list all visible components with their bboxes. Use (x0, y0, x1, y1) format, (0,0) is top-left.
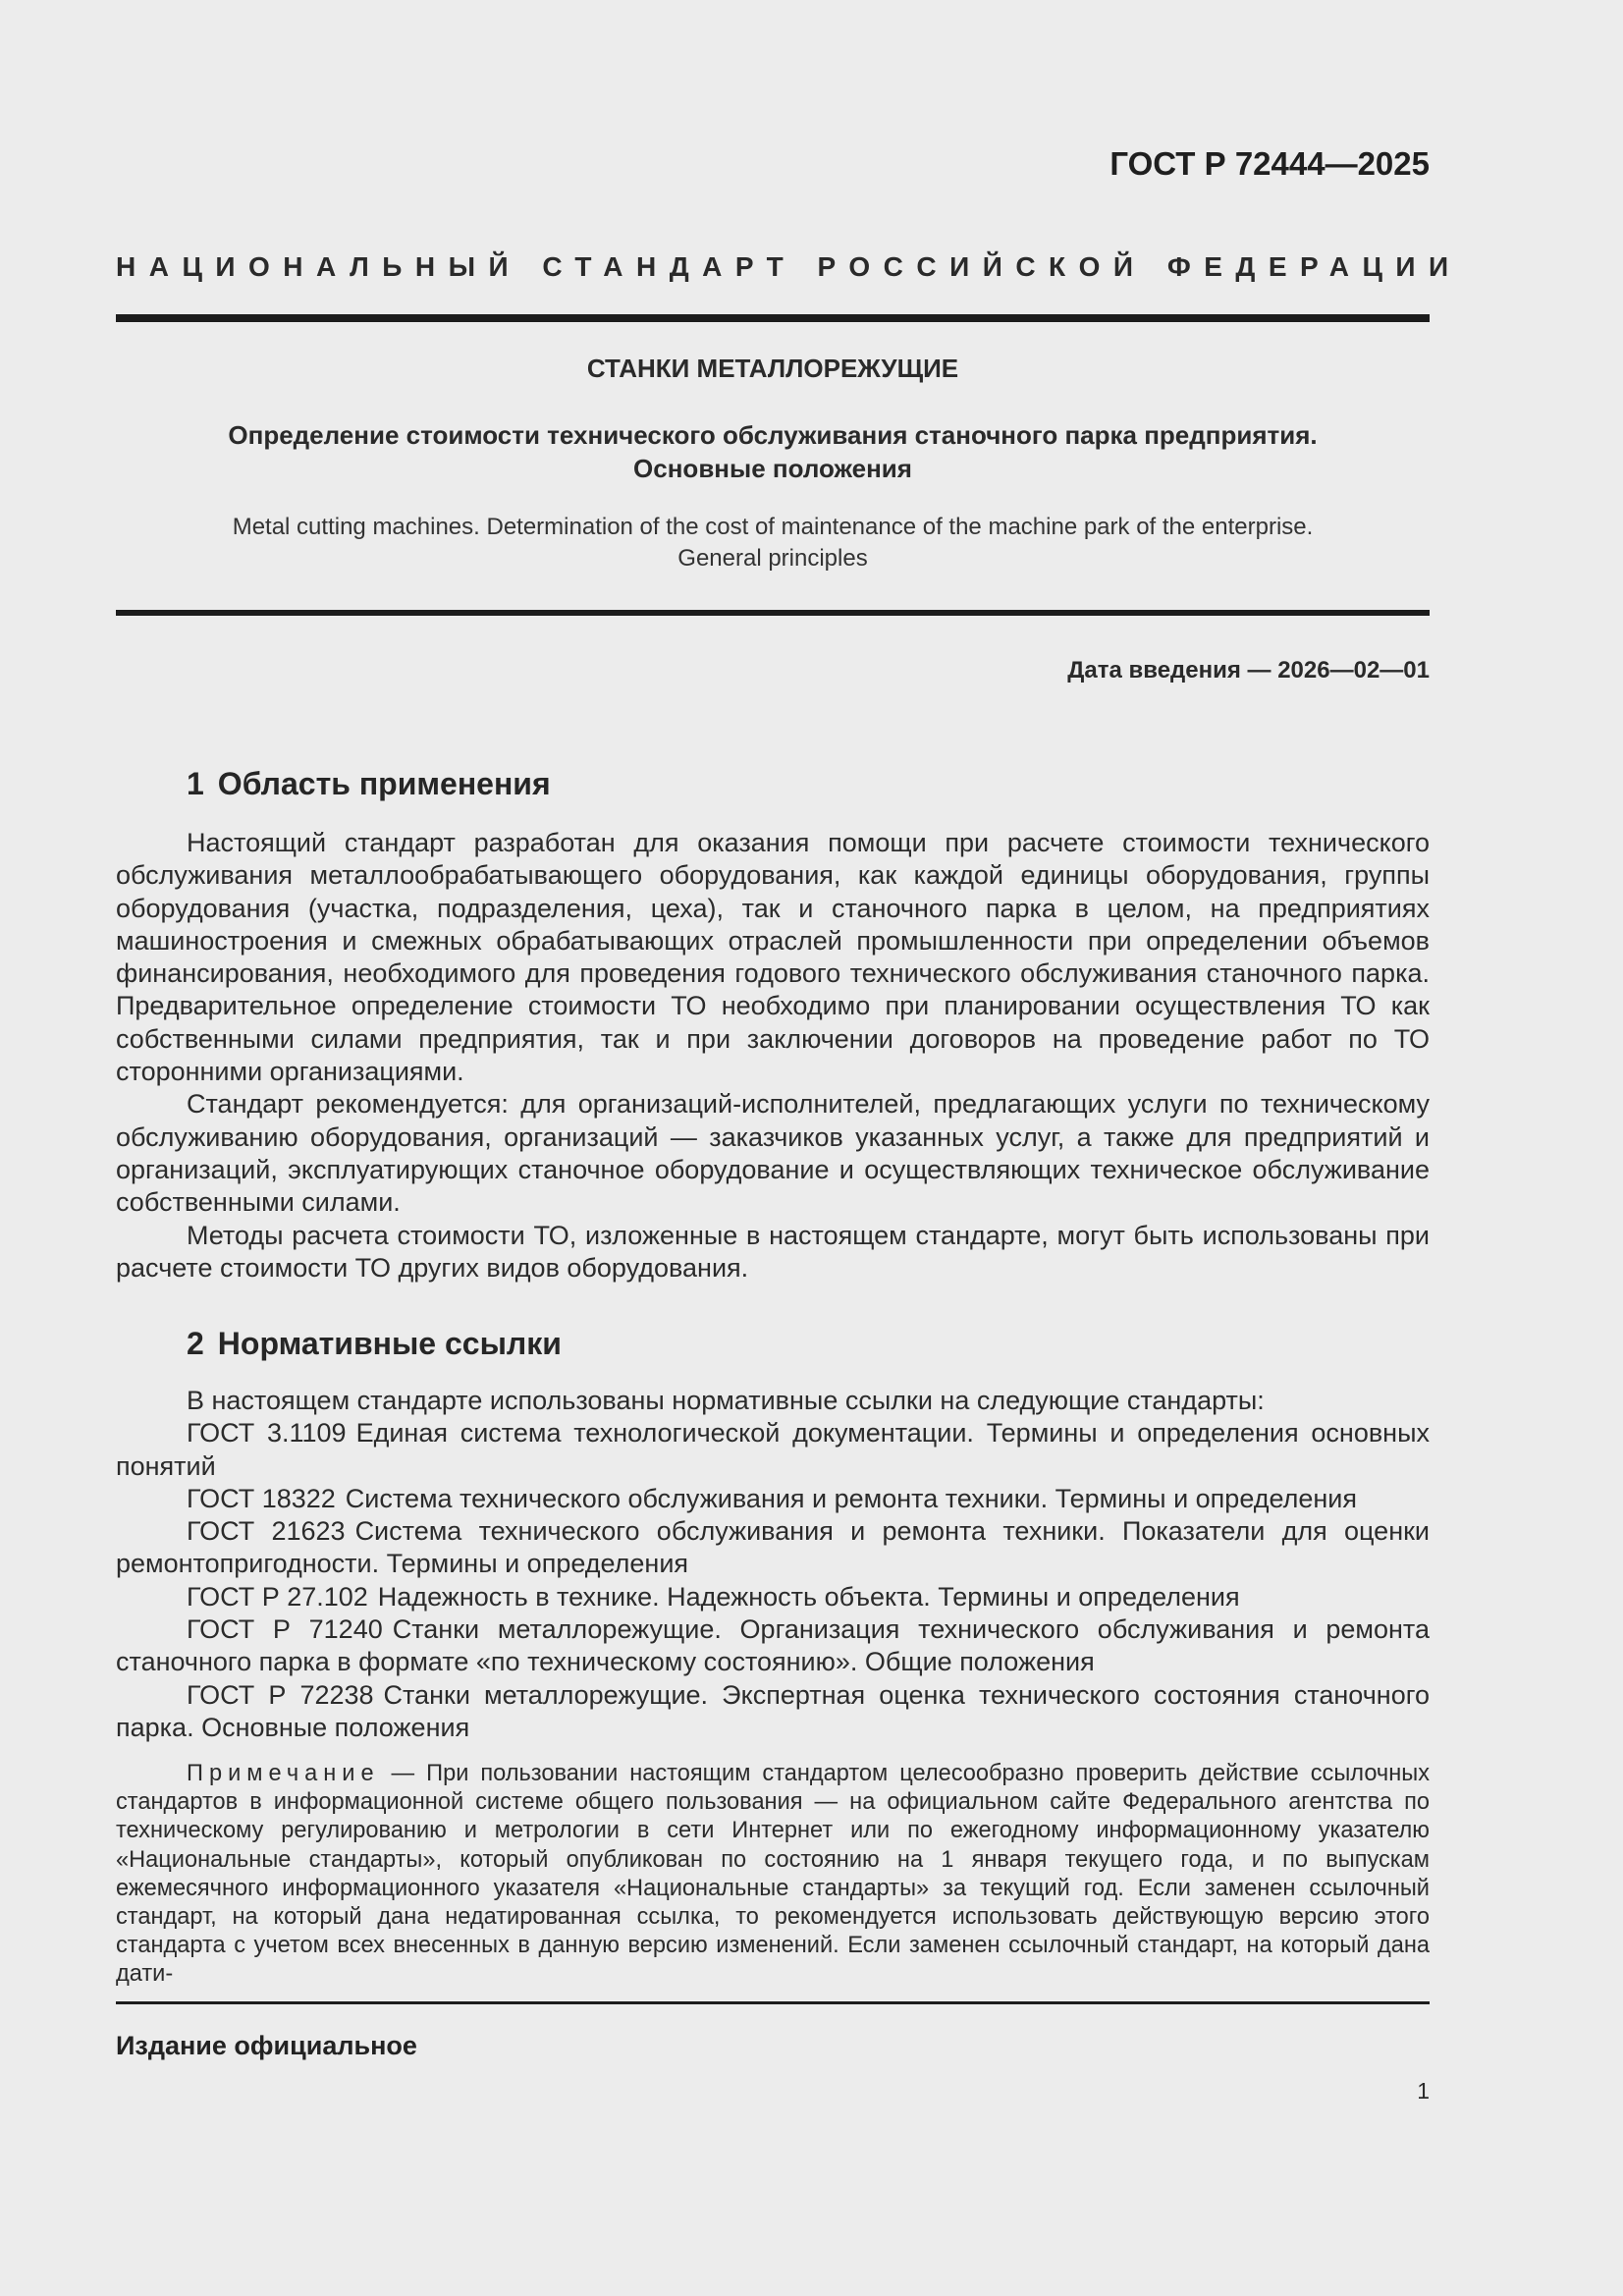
subtitle-line-2: Основные положения (633, 454, 912, 483)
document-title: СТАНКИ МЕТАЛЛОРЕЖУЩИЕ (586, 354, 959, 383)
section-2-number: 2 (187, 1326, 204, 1361)
document-code: ГОСТ Р 72444—2025 (1109, 145, 1430, 182)
reference-code: ГОСТ Р 27.102 (187, 1581, 368, 1612)
section-2-heading (187, 1326, 562, 1362)
note-label: Примечание (187, 1761, 380, 1786)
page-number: 1 (1417, 2078, 1430, 2104)
subtitle-line-1: Определение стоимости технического обслуживания станочного парка предприятия. (228, 420, 1318, 450)
header-divider (116, 314, 1430, 322)
section-1-title: Область применения (217, 766, 551, 801)
section-2-title: Нормативные ссылки (217, 1326, 562, 1361)
official-edition-label: Издание официальное (116, 2031, 417, 2060)
document-page (116, 0, 1462, 2296)
section-1-number: 1 (187, 766, 204, 801)
reference-code: ГОСТ 18322 (187, 1483, 336, 1513)
reference-item (116, 1613, 1430, 1679)
section-1-paragraph: Методы расчета стоимости ТО, изложенные в настоящем стандарте, могут быть использованы при расчете стоимости ТО других видов оборудования. (116, 1220, 1430, 1283)
national-standard-banner: НАЦИОНАЛЬНЫЙ СТАНДАРТ РОССИЙСКОЙ ФЕДЕРАЦИИ (116, 251, 1462, 282)
reference-item (116, 1417, 1430, 1483)
reference-item (116, 1679, 1430, 1745)
reference-title: Станки металлорежущие. Экспертная оценка технического состояния станочного парка. Основные положения (116, 1679, 1430, 1742)
note-text: — При пользовании настоящим стандартом целесообразно проверить действие ссылочных стандартов в информационной системе общего пользования — на официальном сайте Федерального агентства по техническому регулированию и метрологии в сети Интернет или по ежегодному информационному указателю «Национальные стандарты», который опубликован по состоянию на 1 января текущего года, и по выпускам ежемесячного информационного указателя «Национальные стандарты» за текущий год. Если заменен ссылочный стандарт, на который дана недатированная ссылка, то рекомендуется использовать действующую версию этого стандарта с учетом всех внесенных в данную версию изменений. Если заменен ссылочный стандарт, на который дана дати- (116, 1761, 1430, 1988)
reference-code: ГОСТ Р 71240 (187, 1614, 383, 1645)
section-2-body (116, 1385, 1430, 1744)
reference-item (116, 1581, 1430, 1613)
section-1-body (116, 827, 1430, 1285)
footer-divider (116, 2001, 1430, 2004)
document-subtitle (116, 418, 1430, 485)
english-title-line-2: General principles (677, 545, 868, 572)
introduction-date: Дата введения — 2026—02—01 (1067, 657, 1430, 683)
reference-title: Система технического обслуживания и ремонта техники. Термины и определения (345, 1483, 1358, 1513)
reference-title: Система технического обслуживания и ремонта техники. Показатели для оценки ремонтопригодности. Термины и определения (116, 1516, 1430, 1579)
section-1-heading (187, 766, 551, 802)
reference-item (116, 1483, 1430, 1515)
references-note (116, 1760, 1430, 1990)
reference-code: ГОСТ 3.1109 (187, 1418, 347, 1449)
reference-title: Единая система технологической документации. Термины и определения основных понятий (116, 1418, 1430, 1481)
reference-item (116, 1515, 1430, 1581)
references-intro: В настоящем стандарте использованы нормативные ссылки на следующие стандарты: (187, 1386, 1265, 1415)
reference-title: Надежность в технике. Надежность объекта. Термины и определения (377, 1581, 1240, 1612)
reference-code: ГОСТ Р 72238 (187, 1679, 374, 1710)
section-1-paragraph: Настоящий стандарт разработан для оказания помощи при расчете стоимости технического обслуживания металлообрабатывающего оборудования, как каждой единицы оборудования, группы оборудования (участка, подразделения, цеха), так и станочного парка в целом, на предприятиях машиностроения и смежных обрабатывающих отраслей промышленности при определении объемов финансирования, необходимого для проведения годового технического обслуживания станочного парка. Предварительное определение стоимости ТО необходимо при планировании осуществления ТО как собственными силами предприятия, так и при заключении договоров на проведение работ по ТО сторонними организациями. (116, 828, 1430, 1087)
english-title-line-1: Metal cutting machines. Determination of the cost of maintenance of the machine park of the enterprise. (232, 514, 1314, 540)
title-divider (116, 610, 1430, 616)
section-1-paragraph: Стандарт рекомендуется: для организаций-исполнителей, предлагающих услуги по техническому обслуживанию оборудования, организаций — заказчиков указанных услуг, а также для предприятий и организаций, эксплуатирующих станочное оборудование и осуществляющих техническое обслуживание собственными силами. (116, 1089, 1430, 1218)
english-title (116, 512, 1430, 574)
reference-code: ГОСТ 21623 (187, 1516, 346, 1547)
reference-title: Станки металлорежущие. Организация технического обслуживания и ремонта станочного парка в формате «по техническому состоянию». Общие положения (116, 1614, 1430, 1677)
